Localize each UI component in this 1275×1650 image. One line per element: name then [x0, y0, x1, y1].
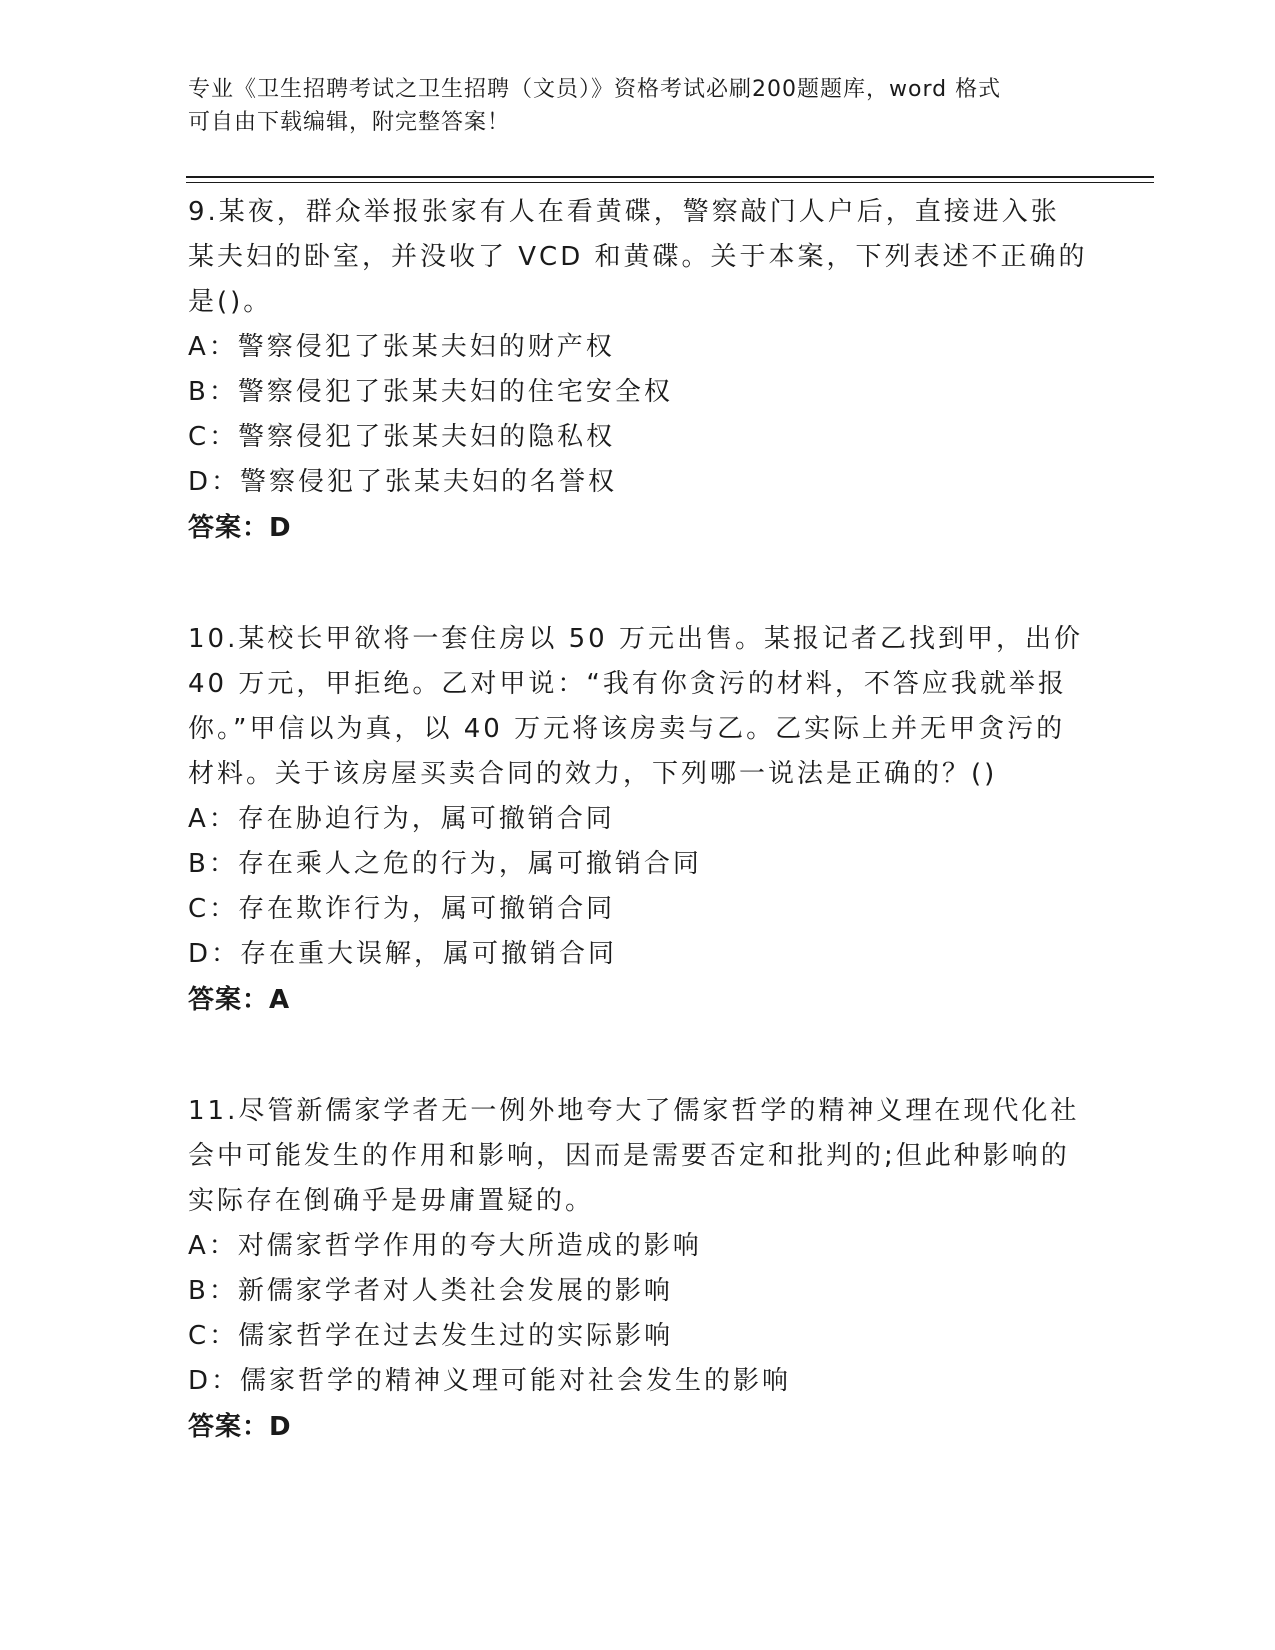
question-stem: 10.某校长甲欲将一套住房以 50 万元出售。某报记者乙找到甲，出价	[188, 624, 1083, 654]
question-stem: 40 万元，甲拒绝。乙对甲说：“我有你贪污的材料，不答应我就举报	[188, 669, 1067, 699]
option-d: D：儒家哲学的精神义理可能对社会发生的影响	[188, 1366, 792, 1396]
header-line: 专业《卫生招聘考试之卫生招聘（文员）》资格考试必刷200题题库，word 格式	[188, 77, 1002, 102]
option-b: B：新儒家学者对人类社会发展的影响	[188, 1276, 673, 1306]
answer: 答案：A	[188, 985, 291, 1015]
question-list	[188, 190, 1088, 1516]
option-b: B：警察侵犯了张某夫妇的住宅安全权	[188, 377, 673, 407]
question-9	[188, 190, 1088, 551]
option-a: A：存在胁迫行为，属可撤销合同	[188, 804, 615, 834]
question-stem: 是()。	[188, 287, 273, 317]
option-d: D：存在重大误解，属可撤销合同	[188, 939, 618, 969]
question-stem: 11.尽管新儒家学者无一例外地夸大了儒家哲学的精神义理在现代化社	[188, 1096, 1080, 1126]
option-c: C：警察侵犯了张某夫妇的隐私权	[188, 422, 616, 452]
option-a: A：警察侵犯了张某夫妇的财产权	[188, 332, 615, 362]
question-stem: 某夫妇的卧室，并没收了 VCD 和黄碟。关于本案，下列表述不正确的	[188, 242, 1088, 272]
option-c: C：存在欺诈行为，属可撤销合同	[188, 894, 616, 924]
option-a: A：对儒家哲学作用的夸大所造成的影响	[188, 1231, 702, 1261]
question-stem: 你。”甲信以为真，以 40 万元将该房卖与乙。乙实际上并无甲贪污的	[188, 714, 1066, 744]
header-divider-thin	[186, 182, 1154, 183]
option-c: C：儒家哲学在过去发生过的实际影响	[188, 1321, 674, 1351]
option-b: B：存在乘人之危的行为，属可撤销合同	[188, 849, 702, 879]
question-stem: 9.某夜，群众举报张家有人在看黄碟，警察敲门人户后，直接进入张	[188, 197, 1060, 227]
question-11	[188, 1089, 1078, 1450]
header-line: 可自由下载编辑，附完整答案！	[188, 110, 511, 135]
option-d: D：警察侵犯了张某夫妇的名誉权	[188, 467, 618, 497]
question-stem: 材料。关于该房屋买卖合同的效力，下列哪一说法是正确的？()	[188, 759, 998, 789]
answer: 答案：D	[188, 513, 292, 543]
question-stem: 实际存在倒确乎是毋庸置疑的。	[188, 1186, 595, 1216]
document-header	[188, 73, 1068, 139]
header-divider	[186, 176, 1154, 178]
question-stem: 会中可能发生的作用和影响，因而是需要否定和批判的;但此种影响的	[188, 1141, 1070, 1171]
answer: 答案：D	[188, 1412, 292, 1442]
question-10	[188, 617, 1083, 1023]
